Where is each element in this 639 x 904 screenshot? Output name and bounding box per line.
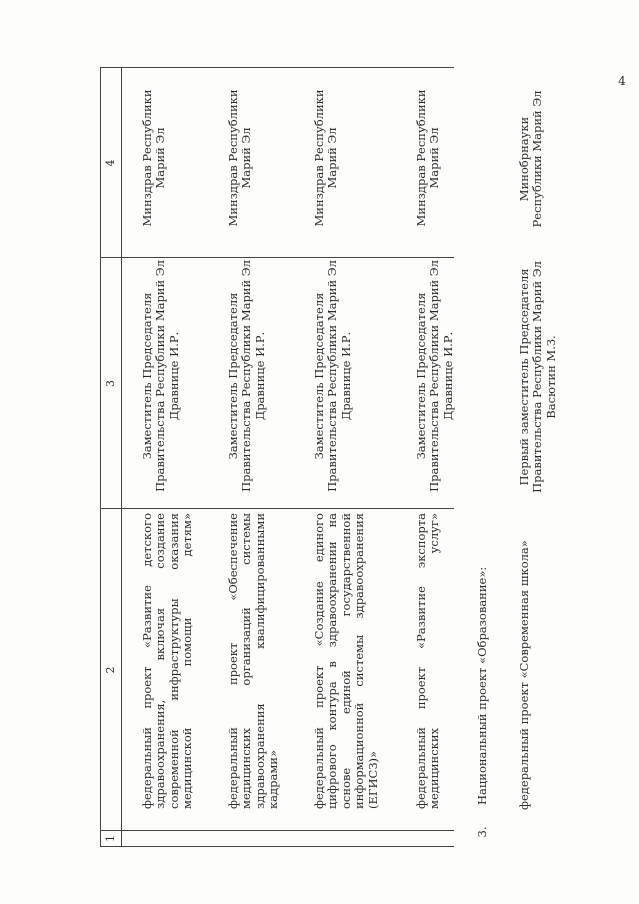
header-col-2: 2	[104, 666, 117, 674]
row1-agency: Минздрав Республики Марий Эл	[140, 89, 168, 227]
responsibility-table	[100, 67, 454, 847]
section-row-responsible: Первый заместитель Председателя Правительства Республики Марий Эл Васютин М.З.	[517, 261, 558, 493]
row3-project: федеральный проект «Создание единого цифрового контура в здравоохранении на основе единой государственной информационной системы здравоохранения (ЕГИСЗ)»	[312, 513, 380, 809]
row4-project: федеральный проект «Развитие экспорта медицинских услуг»	[414, 513, 442, 809]
table-header-row	[101, 68, 122, 846]
section-title: Национальный проект «Образование»:	[475, 566, 489, 805]
column-divider	[101, 257, 454, 258]
row2-agency: Минздрав Республики Марий Эл	[226, 89, 254, 227]
header-col-3: 3	[104, 380, 117, 387]
column-divider	[101, 830, 454, 831]
header-col-1: 1	[104, 835, 117, 842]
section-row-agency: Минобрнауки Республики Марий Эл	[517, 90, 545, 228]
row3-agency: Минздрав Республики Марий Эл	[312, 89, 340, 227]
row1-responsible: Заместитель Председателя Правительства Республики Марий Эл Дравнице И.Р.	[140, 260, 181, 492]
row3-responsible: Заместитель Председателя Правительства Республики Марий Эл Дравнице И.Р.	[312, 260, 353, 492]
row4-responsible: Заместитель Председателя Правительства Республики Марий Эл Дравнице И.Р.	[414, 260, 455, 492]
rotated-page-content	[100, 37, 630, 847]
row2-project: федеральный проект «Обеспечение медицинских организаций системы здравоохранения квалифицированными кадрами»	[226, 513, 281, 809]
row4-agency: Минздрав Республики Марий Эл	[414, 89, 442, 227]
row2-responsible: Заместитель Председателя Правительства Республики Марий Эл Дравнице И.Р.	[226, 260, 267, 492]
header-col-4: 4	[104, 159, 117, 167]
section-number: 3.	[475, 826, 489, 838]
column-divider	[101, 508, 454, 509]
row1-project: федеральный проект «Развитие детского здравоохранения, включая создание современной инфраструктуры оказания медицинской помощи детям»	[140, 513, 195, 809]
page-number: 4	[618, 74, 626, 88]
section-row-project: федеральный проект «Современная школа»	[517, 540, 531, 810]
